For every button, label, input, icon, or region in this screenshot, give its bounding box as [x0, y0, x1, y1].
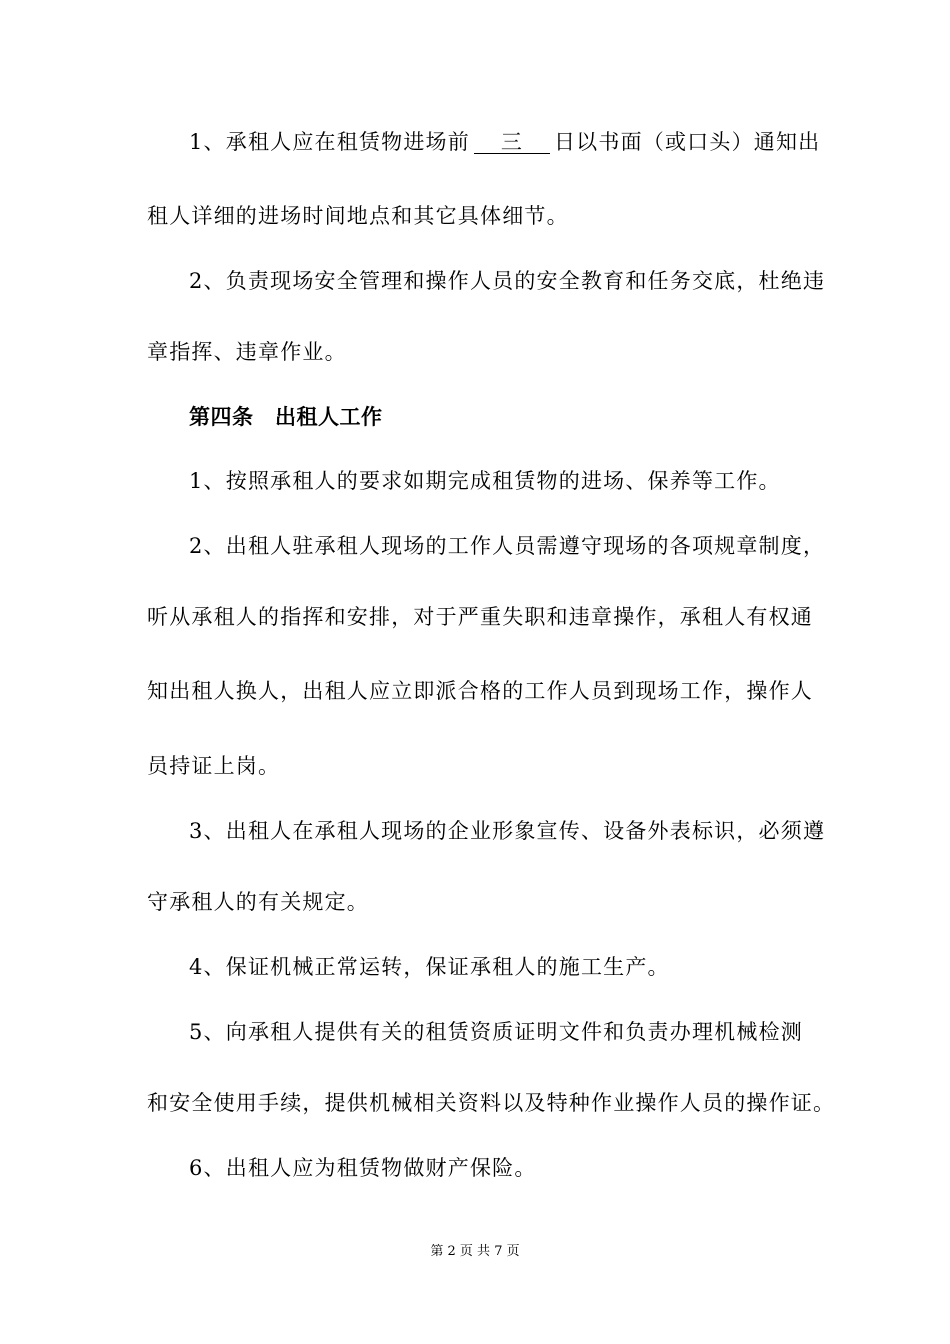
- section4-item-2-line-1: 2、出租人驻承租人现场的工作人员需遵守现场的各项规章制度，: [189, 534, 826, 558]
- section4-item-2-line-4: 员持证上岗。: [147, 754, 281, 778]
- clause-2-line-2: 章指挥、违章作业。: [147, 340, 347, 364]
- clause-text: 日以书面（或口头）通知出: [553, 130, 821, 154]
- clause-1-line-2: 租人详细的进场时间地点和其它具体细节。: [147, 204, 569, 228]
- section4-item-3-line-2: 守承租人的有关规定。: [147, 890, 369, 914]
- clause-text: 1、承租人应在租赁物进场前: [189, 130, 470, 154]
- clause-2-line-1: 2、负责现场安全管理和操作人员的安全教育和任务交底，杜绝违: [189, 269, 826, 293]
- clause-1-line-1: [189, 127, 821, 157]
- section4-item-6: 6、出租人应为租赁物做财产保险。: [189, 1156, 537, 1180]
- section4-item-3-line-1: 3、出租人在承租人现场的企业形象宣传、设备外表标识，必须遵: [189, 819, 826, 843]
- section4-item-2-line-2: 听从承租人的指挥和安排，对于严重失职和违章操作，承租人有权通: [147, 605, 813, 629]
- fill-in-blank: 三: [474, 131, 550, 154]
- page-footer: 第 2 页 共 7 页: [430, 1244, 520, 1259]
- section4-item-4: 4、保证机械正常运转，保证承租人的施工生产。: [189, 955, 670, 979]
- section4-item-2-line-3: 知出租人换人，出租人应立即派合格的工作人员到现场工作，操作人: [147, 679, 813, 703]
- section-heading: 第四条 出租人工作: [189, 405, 383, 429]
- section4-item-1: 1、按照承租人的要求如期完成租赁物的进场、保养等工作。: [189, 469, 781, 493]
- section4-item-5-line-2: 和安全使用手续，提供机械相关资料以及特种作业操作人员的操作证。: [147, 1091, 836, 1115]
- section4-item-5-line-1: 5、向承租人提供有关的租赁资质证明文件和负责办理机械检测: [189, 1020, 803, 1044]
